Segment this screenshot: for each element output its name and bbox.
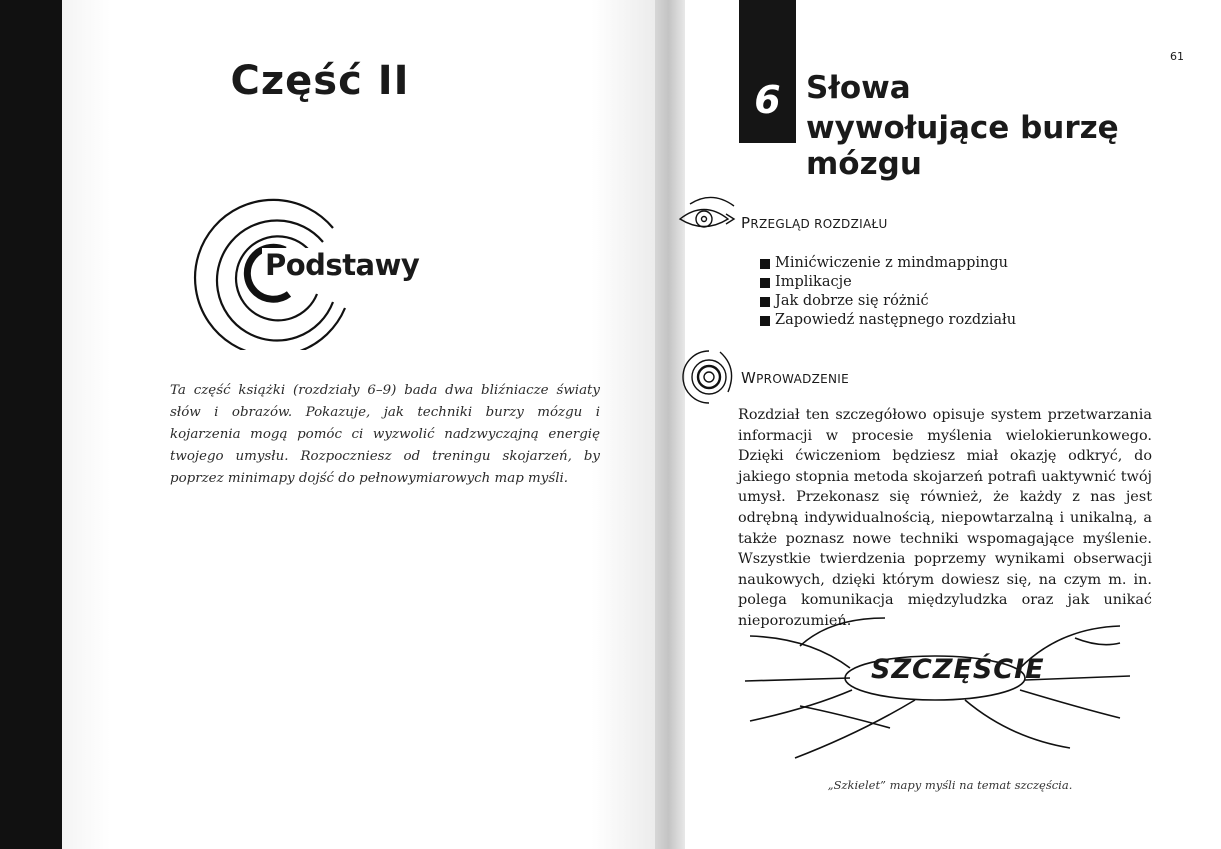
chapter-intro-text: Rozdział ten szczegółowo opisuje system przetwarzania informacji w procesie myślenia wielokierunkowego. Dzięki ćwiczeniom będziesz miał okazję odkryć, do jakiego stopnia metoda skojarzeń potrafi uaktywnić twój umysł. Przekonasz się również, że każdy z nas jest odrębną indywidualnością, niepowtarzalną i unikalną, a także poznasz nowe techniki wspomagające myślenie. Wszystkie twierdzenia poprzemy wynikami obserwacji naukowych, dzięki którym dowiesz się, na czym m. in. polega komunikacja międzyludzka oraz jak unikać nieporozumień. [738,407,1152,629]
part-title: Część II [230,58,410,104]
list-item: Zapowiedź następnego rozdziału [760,311,1016,330]
overview-list [760,254,1016,330]
list-item: Jak dobrze się różnić [760,292,1016,311]
mindmap-central-label: SZCZĘŚCIE [871,654,1045,685]
part-intro-text: Ta część książki (rozdziały 6–9) bada dwa bliźniacze światy słów i obrazów. Pokazuje, jak techniki burzy mózgu i kojarzenia mogą pomóc ci wyzwolić nadzwyczajną energię twojego umysłu. Rozpoczniesz od treningu skojarzeń, by poprzez minimapy dojść do pełnowymiarowych map myśli. [170,383,600,486]
list-item: Minićwiczenie z mindmappingu [760,254,1016,273]
chapter-number: 6 [754,78,781,122]
emblem-label: Podstawy [262,248,422,282]
scan-edge [0,0,62,849]
list-item: Implikacje [760,273,1016,292]
intro-heading: WPROWADZENIE [741,369,850,387]
page-number: 61 [1170,50,1184,63]
target-icon [680,348,738,406]
chapter-title-line2: wywołujące burzę mózgu [806,110,1119,182]
eye-icon [676,194,738,240]
overview-heading: PRZEGLĄD ROZDZIAŁU [741,214,888,232]
chapter-title-line1: Słowa [806,70,911,106]
figure-caption: „Szkielet” mapy myśli na temat szczęścia. [827,778,1073,792]
book-gutter [655,0,685,849]
